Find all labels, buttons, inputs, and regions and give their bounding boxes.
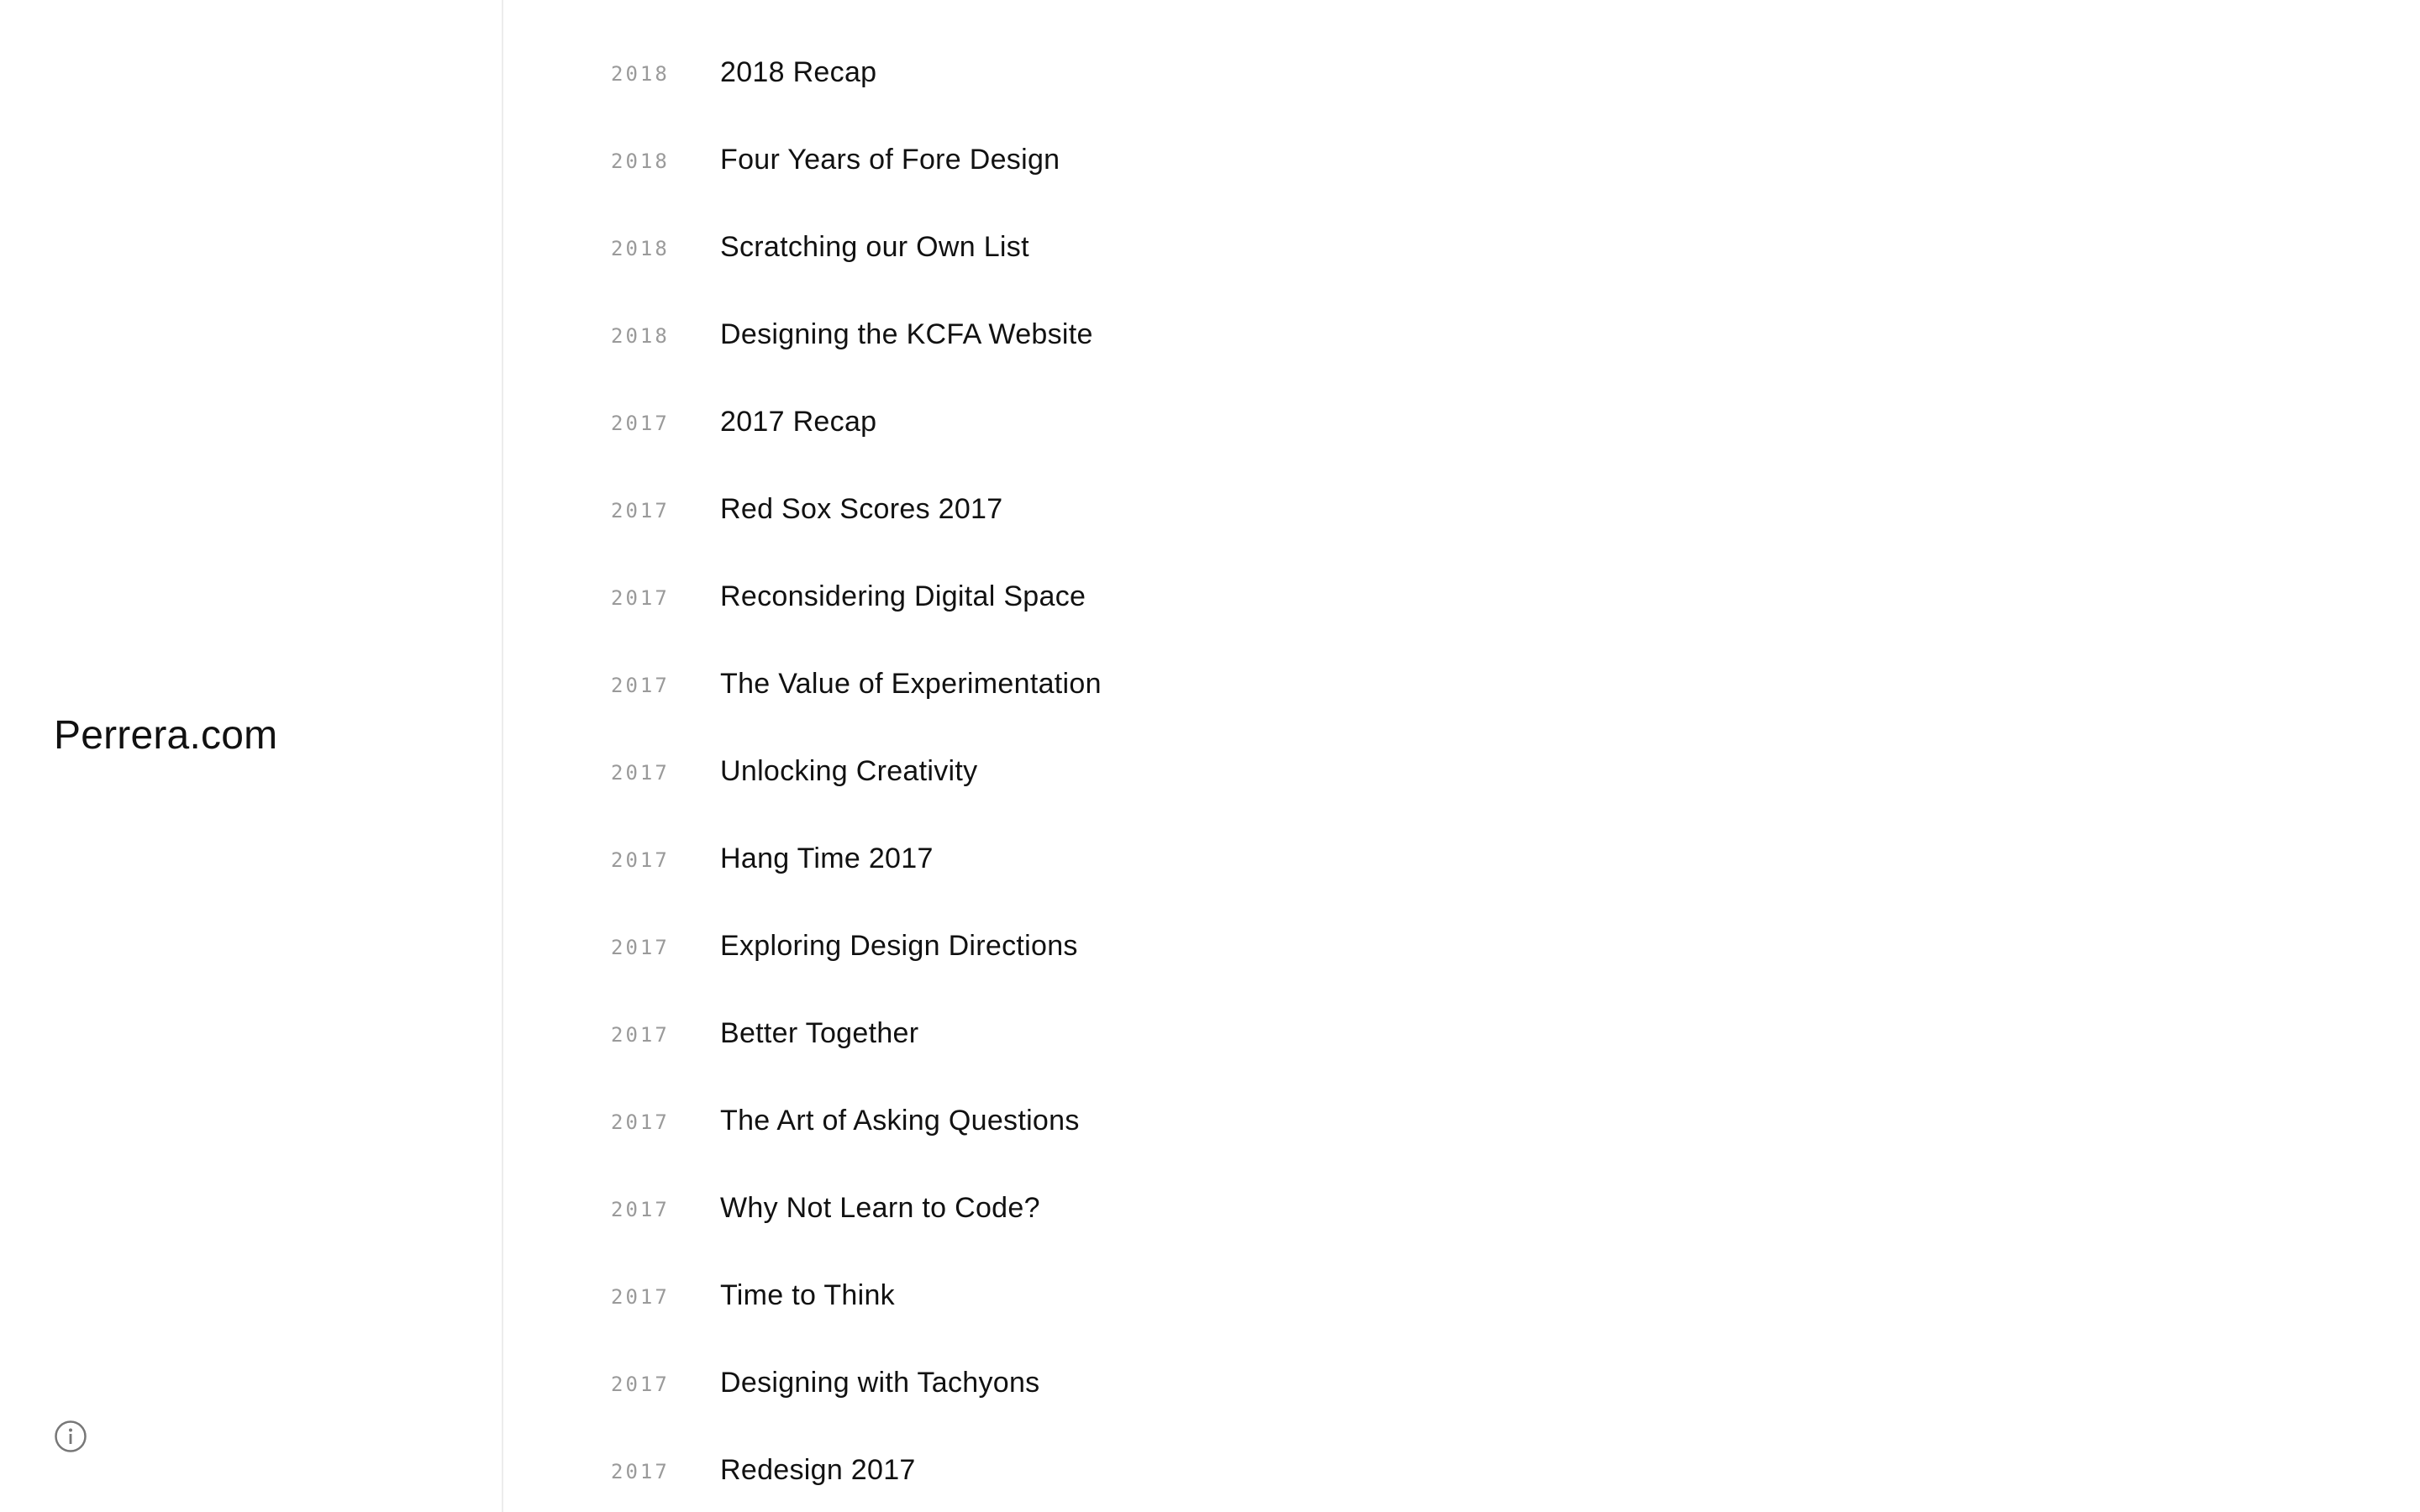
- post-title-link[interactable]: Reconsidering Digital Space: [720, 580, 1086, 612]
- post-year: 2017: [611, 412, 670, 435]
- post-year: 2017: [611, 499, 670, 522]
- sidebar: [0, 0, 503, 1512]
- info-circle-icon: [54, 1420, 87, 1453]
- post-year: 2017: [611, 1285, 670, 1309]
- post-year: 2018: [611, 62, 670, 86]
- post-title-link[interactable]: The Art of Asking Questions: [720, 1105, 1080, 1137]
- post-year: 2017: [611, 674, 670, 697]
- post-title-link[interactable]: Exploring Design Directions: [720, 930, 1078, 962]
- post-title-link[interactable]: Designing with Tachyons: [720, 1367, 1040, 1399]
- post-year: 2018: [611, 150, 670, 173]
- post-title-link[interactable]: Redesign 2017: [720, 1454, 916, 1486]
- info-icon[interactable]: [54, 1420, 87, 1453]
- post-title-link[interactable]: Hang Time 2017: [720, 843, 934, 874]
- post-title-link[interactable]: Why Not Learn to Code?: [720, 1192, 1040, 1224]
- post-year: 2017: [611, 1198, 670, 1221]
- post-title-link[interactable]: 2018 Recap: [720, 56, 877, 88]
- post-year: 2017: [611, 761, 670, 785]
- post-year: 2017: [611, 586, 670, 610]
- post-year: 2017: [611, 1110, 670, 1134]
- post-year: 2017: [611, 1373, 670, 1396]
- post-year: 2017: [611, 848, 670, 872]
- post-title-link[interactable]: 2017 Recap: [720, 406, 877, 438]
- post-year: 2017: [611, 1023, 670, 1047]
- post-year: 2018: [611, 237, 670, 260]
- post-year: 2017: [611, 936, 670, 959]
- post-title-link[interactable]: Scratching our Own List: [720, 231, 1029, 263]
- post-title-link[interactable]: Four Years of Fore Design: [720, 144, 1060, 176]
- post-title-link[interactable]: The Value of Experimentation: [720, 668, 1102, 700]
- post-title-link[interactable]: Red Sox Scores 2017: [720, 493, 1003, 525]
- post-title-link[interactable]: Time to Think: [720, 1279, 895, 1311]
- post-year: 2018: [611, 324, 670, 348]
- post-title-link[interactable]: Better Together: [720, 1017, 919, 1049]
- post-year: 2017: [611, 1460, 670, 1483]
- post-archive: [503, 0, 2420, 1512]
- post-title-link[interactable]: Unlocking Creativity: [720, 755, 978, 787]
- site-title-link[interactable]: Perrera.com: [54, 713, 278, 758]
- post-title-link[interactable]: Designing the KCFA Website: [720, 318, 1093, 350]
